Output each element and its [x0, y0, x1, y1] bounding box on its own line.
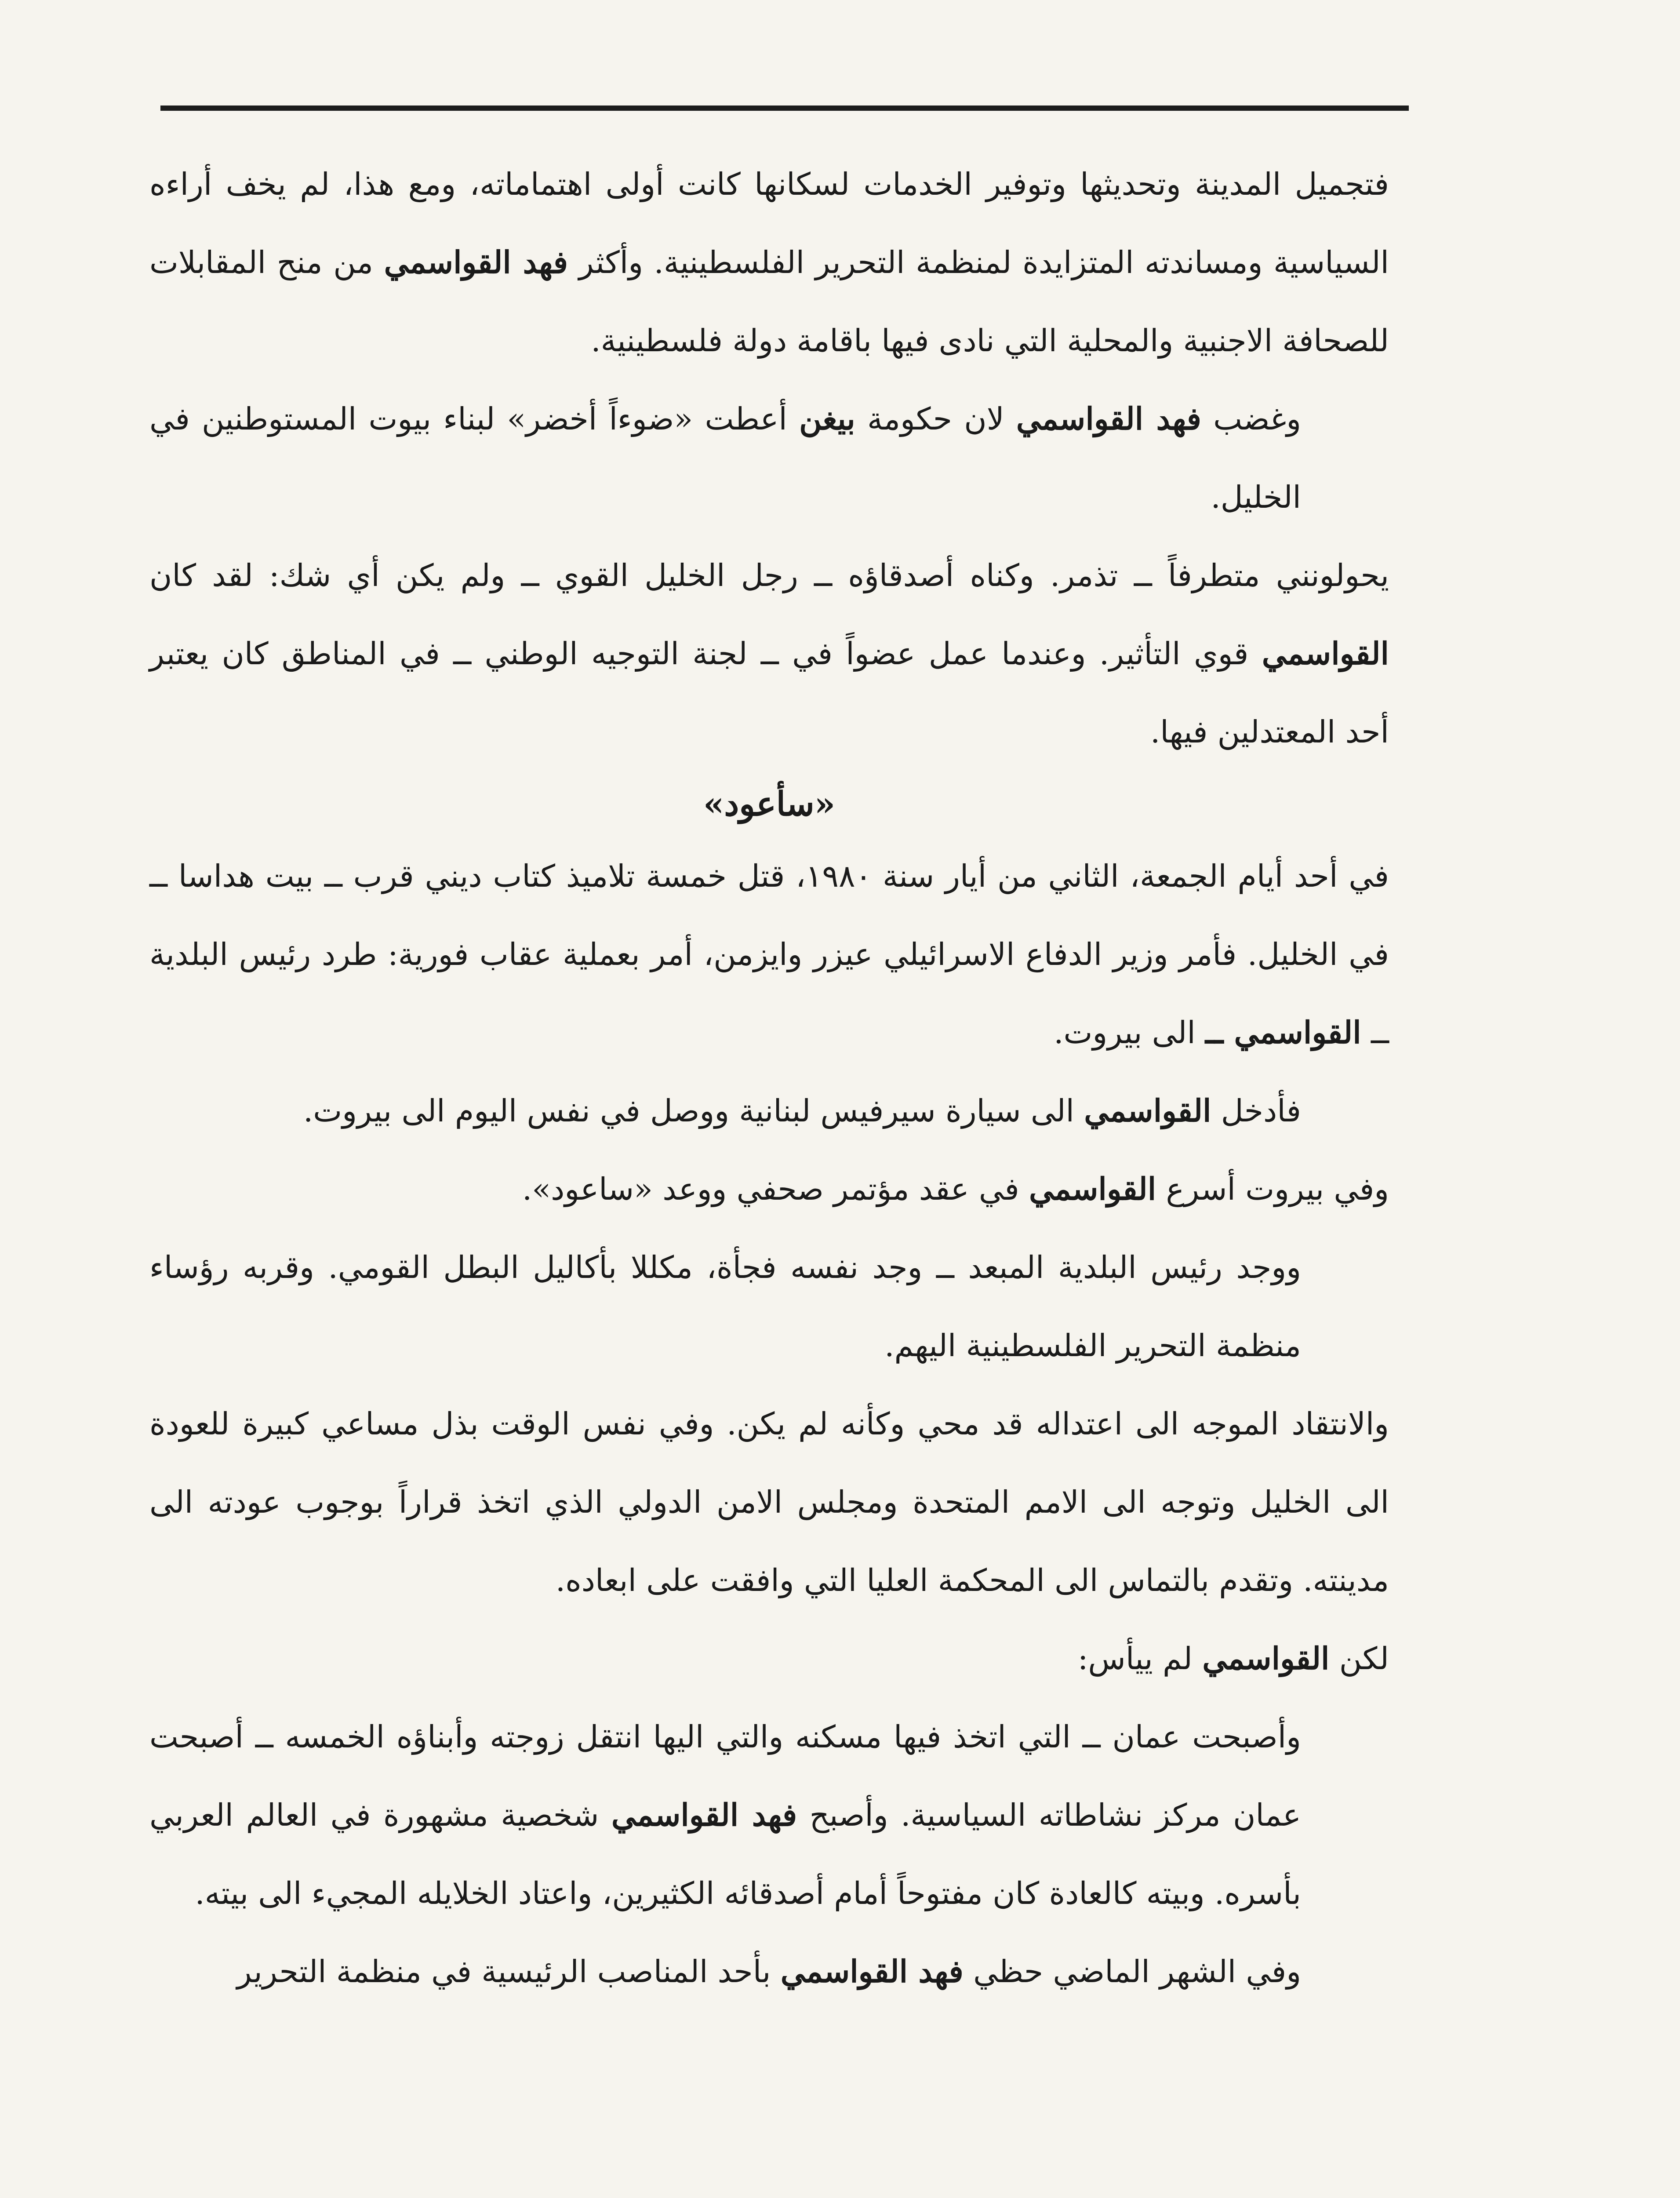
paragraph: [149, 1228, 1389, 1385]
text-segment: قوي التأثير. وعندما عمل عضواً في ــ لجنة التوجيه الوطني ــ في المناطق كان يعتبر أحد المعتدلين فيها.: [149, 636, 1389, 750]
text-segment: الى سيارة سيرفيس لبنانية ووصل في نفس اليوم الى بيروت.: [303, 1093, 1084, 1129]
text-segment: والانتقاد الموجه الى اعتداله قد محي وكأنه لم يكن. وفي نفس الوقت بذل مساعي كبيرة للعودة الى الخليل وتوجه الى الامم المتحدة ومجلس الامن الدولي الذي اتخذ قراراً بوجوب عودته الى مدينته. وتقدم بالتماس الى المحكمة العليا التي وافقت على ابعاده.: [149, 1406, 1389, 1598]
paragraph: [149, 380, 1389, 536]
text-segment: وفي بيروت أسرع: [1156, 1171, 1389, 1207]
paragraph: [149, 536, 1389, 771]
text-segment: لم ييأس:: [1077, 1641, 1203, 1677]
text-segment: في أحد أيام الجمعة، الثاني من أيار سنة ١٩٨٠، قتل خمسة تلاميذ كتاب ديني قرب ــ بيت هداسا ــ في الخليل. فأمر وزير الدفاع الاسرائيلي عيزر وايزمن، أمر بعملية عقاب فورية: طرد رئيس البلدية ــ: [149, 858, 1389, 1051]
paragraph: [149, 837, 1389, 1072]
bold-name: فهد القواسمي: [780, 1953, 964, 1990]
text-segment: لان حكومة: [855, 401, 1016, 437]
text-segment: وأصبحت عمان ــ التي اتخذ فيها مسكنه والتي اليها انتقل زوجته وأبناؤه الخمسه ــ أصبحت عمان مركز نشاطاته السياسية. وأصبح: [149, 1719, 1301, 1833]
paragraph: [149, 1385, 1389, 1619]
top-rule-divider: [160, 106, 1409, 111]
text-segment: لكن: [1329, 1641, 1389, 1677]
text-segment: ووجد رئيس البلدية المبعد ــ وجد نفسه فجأة، مكللا بأكاليل البطل القومي. وقربه رؤساء منظمة التحرير الفلسطينية اليهم.: [149, 1249, 1301, 1364]
paragraph: [149, 1932, 1389, 2011]
paragraph: [149, 1698, 1389, 1932]
bold-name: القواسمي: [1262, 635, 1389, 672]
bold-name: القواسمي: [1029, 1171, 1156, 1207]
text-segment: من منح المقابلات للصحافة الاجنبية والمحلية التي نادى فيها باقامة دولة فلسطينية.: [149, 244, 1389, 359]
paragraph: [149, 1619, 1389, 1698]
bold-name: القواسمي ــ: [1205, 1014, 1361, 1051]
text-segment: وفي الشهر الماضي حظي: [963, 1954, 1301, 1990]
bold-name: القواسمي: [1202, 1640, 1330, 1677]
paragraph: [149, 1150, 1389, 1228]
text-segment: شخصية مشهورة في العالم العربي بأسره. وبيته كالعادة كان مفتوحاً أمام أصدقائه الكثيرين، واعتاد الخلايله المجيء الى بيته.: [149, 1797, 1301, 1911]
text-segment: فأدخل: [1211, 1093, 1301, 1129]
bold-name: فهد القواسمي: [1016, 400, 1201, 437]
paragraph: [149, 145, 1389, 380]
bold-name: القواسمي: [1084, 1092, 1211, 1129]
text-segment: يحولونني متطرفاً ــ تذمر. وكناه أصدقاؤه ــ رجل الخليل القوي ــ ولم يكن أي شك: لقد كان: [149, 557, 1389, 593]
paragraph: [149, 1072, 1389, 1150]
body-text: [149, 145, 1389, 2011]
text-segment: فتجميل المدينة وتحديثها وتوفير الخدمات لسكانها كانت أولى اهتماماته، ومع هذا، لم يخف أراءه السياسية ومساندته المتزايدة لمنظمة التحرير الفلسطينية. وأكثر: [149, 166, 1389, 280]
text-segment: وغضب: [1201, 401, 1302, 437]
bold-name: فهد القواسمي: [384, 244, 568, 280]
text-segment: أعطت «ضوءاً أخضر» لبناء بيوت المستوطنين في الخليل.: [149, 401, 1301, 515]
section-heading: «سأعود»: [703, 784, 836, 823]
bold-name: بيغن: [799, 400, 855, 437]
text-segment: بأحد المناصب الرئيسية في منظمة التحرير: [236, 1954, 781, 1990]
bold-name: فهد القواسمي: [611, 1797, 797, 1833]
text-segment: في عقد مؤتمر صحفي ووعد «ساعود».: [522, 1171, 1029, 1207]
text-segment: الى بيروت.: [1054, 1015, 1206, 1051]
